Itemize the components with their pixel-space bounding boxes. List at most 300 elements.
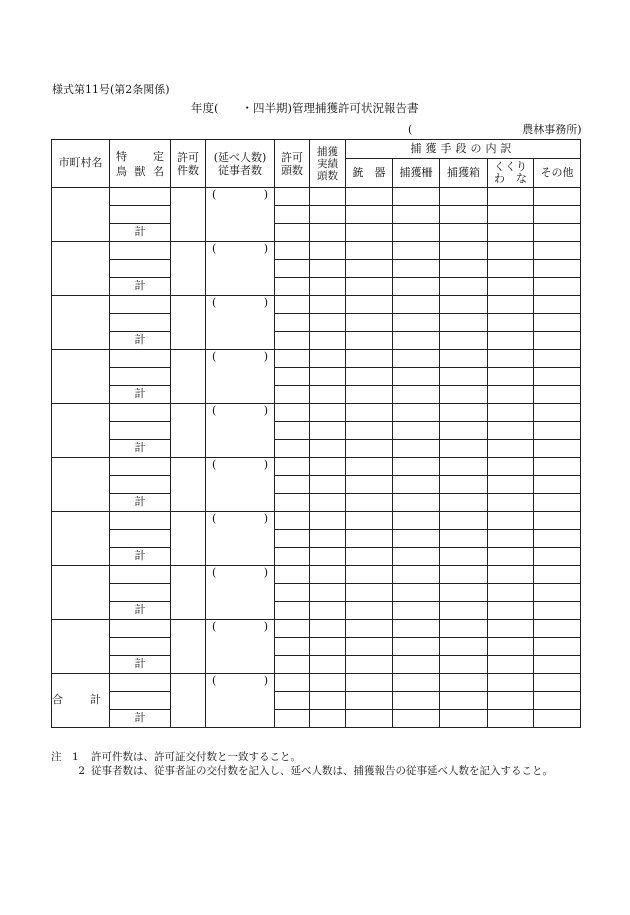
permits-cell[interactable] xyxy=(171,404,206,458)
value-cell[interactable] xyxy=(534,314,581,332)
value-cell[interactable] xyxy=(275,494,310,512)
value-cell[interactable] xyxy=(275,206,310,224)
value-cell[interactable] xyxy=(275,656,310,674)
value-cell[interactable] xyxy=(346,530,393,548)
value-cell[interactable] xyxy=(488,260,534,278)
value-cell[interactable] xyxy=(346,620,393,638)
table-row xyxy=(52,260,581,278)
value-cell[interactable] xyxy=(275,440,310,458)
value-cell[interactable] xyxy=(310,584,346,602)
workers-cell[interactable] xyxy=(206,566,275,620)
table-row xyxy=(52,476,581,494)
value-cell[interactable] xyxy=(393,188,440,206)
value-cell[interactable] xyxy=(346,710,393,728)
value-cell[interactable] xyxy=(440,710,488,728)
workers-cell[interactable] xyxy=(206,620,275,674)
workers-cell[interactable] xyxy=(206,458,275,512)
value-cell[interactable] xyxy=(488,710,534,728)
permits-cell[interactable] xyxy=(171,458,206,512)
value-cell[interactable] xyxy=(440,674,488,692)
value-cell[interactable] xyxy=(346,206,393,224)
value-cell[interactable] xyxy=(346,350,393,368)
total-label: 合 計 xyxy=(52,674,110,728)
workers-paren: ( ) xyxy=(212,188,268,201)
table-row xyxy=(52,440,581,458)
value-cell[interactable] xyxy=(310,260,346,278)
value-cell[interactable] xyxy=(440,422,488,440)
value-cell[interactable] xyxy=(346,314,393,332)
value-cell[interactable] xyxy=(488,296,534,314)
value-cell[interactable] xyxy=(310,638,346,656)
value-cell[interactable] xyxy=(275,422,310,440)
value-cell[interactable] xyxy=(440,638,488,656)
value-cell[interactable] xyxy=(440,548,488,566)
city-cell[interactable] xyxy=(52,512,110,566)
table-row xyxy=(52,278,581,296)
value-cell[interactable] xyxy=(393,692,440,710)
value-cell[interactable] xyxy=(534,368,581,386)
species-cell[interactable] xyxy=(110,350,171,368)
header-method-3: くくり わ な xyxy=(488,159,534,188)
table-row xyxy=(52,404,581,422)
species-cell[interactable] xyxy=(110,296,171,314)
value-cell[interactable] xyxy=(440,458,488,476)
species-cell[interactable] xyxy=(110,638,171,656)
value-cell[interactable] xyxy=(488,440,534,458)
value-cell[interactable] xyxy=(534,566,581,584)
value-cell[interactable] xyxy=(440,314,488,332)
value-cell[interactable] xyxy=(440,368,488,386)
value-cell[interactable] xyxy=(346,512,393,530)
notes xyxy=(51,750,586,778)
city-cell[interactable] xyxy=(52,620,110,674)
value-cell[interactable] xyxy=(488,350,534,368)
value-cell[interactable] xyxy=(346,440,393,458)
value-cell[interactable] xyxy=(534,242,581,260)
value-cell[interactable] xyxy=(488,458,534,476)
value-cell[interactable] xyxy=(440,476,488,494)
note-1: 注 1 許可件数は、許可証交付数と一致すること。 xyxy=(51,751,301,763)
species-cell[interactable] xyxy=(110,620,171,638)
value-cell[interactable] xyxy=(310,188,346,206)
value-cell[interactable] xyxy=(346,494,393,512)
species-cell[interactable] xyxy=(110,206,171,224)
value-cell[interactable] xyxy=(488,278,534,296)
value-cell[interactable] xyxy=(534,620,581,638)
city-cell[interactable] xyxy=(52,458,110,512)
value-cell[interactable] xyxy=(310,674,346,692)
value-cell[interactable] xyxy=(346,386,393,404)
value-cell[interactable] xyxy=(275,188,310,206)
value-cell[interactable] xyxy=(310,350,346,368)
value-cell[interactable] xyxy=(393,440,440,458)
value-cell[interactable] xyxy=(275,530,310,548)
value-cell[interactable] xyxy=(534,476,581,494)
value-cell[interactable] xyxy=(275,584,310,602)
header-method-0: 銃 器 xyxy=(346,159,393,188)
value-cell[interactable] xyxy=(440,512,488,530)
workers-cell[interactable] xyxy=(206,512,275,566)
value-cell[interactable] xyxy=(275,386,310,404)
value-cell[interactable] xyxy=(393,602,440,620)
workers-cell[interactable] xyxy=(206,296,275,350)
table-row xyxy=(52,638,581,656)
species-cell[interactable] xyxy=(110,512,171,530)
value-cell[interactable] xyxy=(275,476,310,494)
city-cell[interactable] xyxy=(52,566,110,620)
permits-cell[interactable] xyxy=(171,242,206,296)
city-cell[interactable] xyxy=(52,242,110,296)
value-cell[interactable] xyxy=(488,332,534,350)
value-cell[interactable] xyxy=(440,656,488,674)
value-cell[interactable] xyxy=(440,206,488,224)
permits-cell[interactable] xyxy=(171,296,206,350)
value-cell[interactable] xyxy=(393,314,440,332)
value-cell[interactable] xyxy=(275,368,310,386)
value-cell[interactable] xyxy=(393,620,440,638)
species-cell[interactable] xyxy=(110,422,171,440)
value-cell[interactable] xyxy=(534,530,581,548)
subtotal-label: 計 xyxy=(110,548,171,566)
value-cell[interactable] xyxy=(488,584,534,602)
value-cell[interactable] xyxy=(393,422,440,440)
value-cell[interactable] xyxy=(488,404,534,422)
workers-paren: ( ) xyxy=(212,512,268,525)
value-cell[interactable] xyxy=(393,458,440,476)
report-table xyxy=(51,139,581,728)
value-cell[interactable] xyxy=(310,224,346,242)
subtotal-label: 計 xyxy=(110,278,171,296)
value-cell[interactable] xyxy=(393,566,440,584)
table-row xyxy=(52,332,581,350)
value-cell[interactable] xyxy=(440,440,488,458)
value-cell[interactable] xyxy=(346,458,393,476)
value-cell[interactable] xyxy=(275,674,310,692)
value-cell[interactable] xyxy=(346,674,393,692)
value-cell[interactable] xyxy=(310,476,346,494)
value-cell[interactable] xyxy=(488,512,534,530)
value-cell[interactable] xyxy=(534,548,581,566)
value-cell[interactable] xyxy=(534,512,581,530)
value-cell[interactable] xyxy=(440,188,488,206)
value-cell[interactable] xyxy=(346,224,393,242)
header-city: 市町村名 xyxy=(52,140,110,188)
value-cell[interactable] xyxy=(275,350,310,368)
value-cell[interactable] xyxy=(488,638,534,656)
value-cell[interactable] xyxy=(534,422,581,440)
value-cell[interactable] xyxy=(393,674,440,692)
value-cell[interactable] xyxy=(393,224,440,242)
value-cell[interactable] xyxy=(346,548,393,566)
header-method-1: 捕獲柵 xyxy=(393,159,440,188)
value-cell[interactable] xyxy=(346,476,393,494)
value-cell[interactable] xyxy=(275,548,310,566)
species-cell[interactable] xyxy=(110,368,171,386)
value-cell[interactable] xyxy=(534,494,581,512)
value-cell[interactable] xyxy=(488,656,534,674)
value-cell[interactable] xyxy=(393,512,440,530)
value-cell[interactable] xyxy=(534,656,581,674)
value-cell[interactable] xyxy=(346,260,393,278)
value-cell[interactable] xyxy=(440,260,488,278)
value-cell[interactable] xyxy=(440,584,488,602)
value-cell[interactable] xyxy=(393,530,440,548)
value-cell[interactable] xyxy=(393,404,440,422)
header-workers: (延べ人数) 従事者数 xyxy=(206,140,275,188)
value-cell[interactable] xyxy=(534,206,581,224)
value-cell[interactable] xyxy=(488,494,534,512)
species-cell[interactable] xyxy=(110,242,171,260)
table-row xyxy=(52,656,581,674)
value-cell[interactable] xyxy=(275,242,310,260)
value-cell[interactable] xyxy=(310,296,346,314)
species-cell[interactable] xyxy=(110,314,171,332)
value-cell[interactable] xyxy=(393,296,440,314)
subtotal-label: 計 xyxy=(110,386,171,404)
permits-cell[interactable] xyxy=(171,188,206,242)
table-row xyxy=(52,494,581,512)
value-cell[interactable] xyxy=(488,548,534,566)
value-cell[interactable] xyxy=(440,566,488,584)
workers-cell[interactable] xyxy=(206,350,275,404)
workers-paren: ( ) xyxy=(212,620,268,633)
value-cell[interactable] xyxy=(488,566,534,584)
city-cell[interactable] xyxy=(52,296,110,350)
value-cell[interactable] xyxy=(534,458,581,476)
table-row xyxy=(52,422,581,440)
table-row xyxy=(52,620,581,638)
value-cell[interactable] xyxy=(488,620,534,638)
value-cell[interactable] xyxy=(488,368,534,386)
value-cell[interactable] xyxy=(534,584,581,602)
value-cell[interactable] xyxy=(393,584,440,602)
value-cell[interactable] xyxy=(310,422,346,440)
value-cell[interactable] xyxy=(275,566,310,584)
value-cell[interactable] xyxy=(440,296,488,314)
value-cell[interactable] xyxy=(275,314,310,332)
report-title: 年度( ・四半期)管理捕獲許可状況報告書 xyxy=(191,101,419,115)
species-cell[interactable] xyxy=(110,404,171,422)
value-cell[interactable] xyxy=(534,638,581,656)
value-cell[interactable] xyxy=(275,512,310,530)
value-cell[interactable] xyxy=(534,224,581,242)
value-cell[interactable] xyxy=(310,710,346,728)
table-row xyxy=(52,530,581,548)
value-cell[interactable] xyxy=(310,278,346,296)
species-cell[interactable] xyxy=(110,458,171,476)
value-cell[interactable] xyxy=(346,296,393,314)
value-cell[interactable] xyxy=(488,476,534,494)
value-cell[interactable] xyxy=(488,530,534,548)
value-cell[interactable] xyxy=(534,386,581,404)
workers-cell[interactable] xyxy=(206,674,275,728)
value-cell[interactable] xyxy=(310,242,346,260)
value-cell[interactable] xyxy=(488,386,534,404)
value-cell[interactable] xyxy=(534,440,581,458)
permits-cell[interactable] xyxy=(171,350,206,404)
value-cell[interactable] xyxy=(275,224,310,242)
value-cell[interactable] xyxy=(310,404,346,422)
species-cell[interactable] xyxy=(110,476,171,494)
workers-paren: ( ) xyxy=(212,350,268,363)
value-cell[interactable] xyxy=(393,494,440,512)
value-cell[interactable] xyxy=(275,710,310,728)
value-cell[interactable] xyxy=(310,548,346,566)
species-cell[interactable] xyxy=(110,530,171,548)
value-cell[interactable] xyxy=(310,566,346,584)
value-cell[interactable] xyxy=(440,278,488,296)
value-cell[interactable] xyxy=(488,422,534,440)
value-cell[interactable] xyxy=(488,224,534,242)
value-cell[interactable] xyxy=(346,404,393,422)
value-cell[interactable] xyxy=(310,368,346,386)
value-cell[interactable] xyxy=(393,386,440,404)
value-cell[interactable] xyxy=(488,242,534,260)
value-cell[interactable] xyxy=(346,188,393,206)
value-cell[interactable] xyxy=(346,584,393,602)
value-cell[interactable] xyxy=(310,656,346,674)
value-cell[interactable] xyxy=(534,278,581,296)
value-cell[interactable] xyxy=(346,656,393,674)
value-cell[interactable] xyxy=(310,512,346,530)
value-cell[interactable] xyxy=(440,692,488,710)
value-cell[interactable] xyxy=(393,638,440,656)
value-cell[interactable] xyxy=(275,602,310,620)
value-cell[interactable] xyxy=(488,206,534,224)
value-cell[interactable] xyxy=(393,260,440,278)
value-cell[interactable] xyxy=(488,674,534,692)
value-cell[interactable] xyxy=(346,332,393,350)
value-cell[interactable] xyxy=(310,440,346,458)
value-cell[interactable] xyxy=(275,692,310,710)
value-cell[interactable] xyxy=(346,692,393,710)
value-cell[interactable] xyxy=(440,620,488,638)
value-cell[interactable] xyxy=(534,260,581,278)
value-cell[interactable] xyxy=(346,638,393,656)
value-cell[interactable] xyxy=(310,692,346,710)
workers-cell[interactable] xyxy=(206,404,275,458)
value-cell[interactable] xyxy=(346,242,393,260)
species-cell[interactable] xyxy=(110,584,171,602)
table-row xyxy=(52,458,581,476)
value-cell[interactable] xyxy=(393,206,440,224)
value-cell[interactable] xyxy=(440,350,488,368)
value-cell[interactable] xyxy=(393,476,440,494)
value-cell[interactable] xyxy=(393,710,440,728)
value-cell[interactable] xyxy=(534,674,581,692)
value-cell[interactable] xyxy=(310,620,346,638)
value-cell[interactable] xyxy=(534,404,581,422)
header-method-2: 捕獲箱 xyxy=(440,159,488,188)
table-row xyxy=(52,674,581,692)
value-cell[interactable] xyxy=(275,404,310,422)
species-cell[interactable] xyxy=(110,188,171,206)
value-cell[interactable] xyxy=(310,458,346,476)
table-row xyxy=(52,224,581,242)
permits-cell[interactable] xyxy=(171,512,206,566)
permits-cell[interactable] xyxy=(171,674,206,728)
value-cell[interactable] xyxy=(275,458,310,476)
value-cell[interactable] xyxy=(393,278,440,296)
value-cell[interactable] xyxy=(310,386,346,404)
city-cell[interactable] xyxy=(52,188,110,242)
value-cell[interactable] xyxy=(393,332,440,350)
value-cell[interactable] xyxy=(534,332,581,350)
value-cell[interactable] xyxy=(310,494,346,512)
subtotal-label: 計 xyxy=(110,710,171,728)
value-cell[interactable] xyxy=(310,530,346,548)
value-cell[interactable] xyxy=(346,368,393,386)
city-cell[interactable] xyxy=(52,350,110,404)
value-cell[interactable] xyxy=(393,656,440,674)
value-cell[interactable] xyxy=(440,530,488,548)
value-cell[interactable] xyxy=(310,602,346,620)
value-cell[interactable] xyxy=(440,404,488,422)
workers-paren: ( ) xyxy=(212,674,268,687)
value-cell[interactable] xyxy=(275,278,310,296)
value-cell[interactable] xyxy=(346,278,393,296)
value-cell[interactable] xyxy=(346,566,393,584)
workers-cell[interactable] xyxy=(206,188,275,242)
value-cell[interactable] xyxy=(393,242,440,260)
species-cell[interactable] xyxy=(110,692,171,710)
species-cell[interactable] xyxy=(110,260,171,278)
value-cell[interactable] xyxy=(488,314,534,332)
value-cell[interactable] xyxy=(488,602,534,620)
value-cell[interactable] xyxy=(393,368,440,386)
workers-cell[interactable] xyxy=(206,242,275,296)
value-cell[interactable] xyxy=(440,386,488,404)
value-cell[interactable] xyxy=(346,602,393,620)
value-cell[interactable] xyxy=(534,296,581,314)
value-cell[interactable] xyxy=(488,692,534,710)
value-cell[interactable] xyxy=(440,602,488,620)
value-cell[interactable] xyxy=(534,602,581,620)
city-cell[interactable] xyxy=(52,404,110,458)
table-row xyxy=(52,512,581,530)
species-cell[interactable] xyxy=(110,674,171,692)
value-cell[interactable] xyxy=(346,422,393,440)
workers-paren: ( ) xyxy=(212,296,268,309)
value-cell[interactable] xyxy=(310,314,346,332)
species-cell[interactable] xyxy=(110,566,171,584)
value-cell[interactable] xyxy=(275,296,310,314)
value-cell[interactable] xyxy=(393,548,440,566)
value-cell[interactable] xyxy=(534,692,581,710)
value-cell[interactable] xyxy=(275,620,310,638)
form-number: 様式第11号(第2条関係) xyxy=(52,83,170,96)
value-cell[interactable] xyxy=(488,188,534,206)
value-cell[interactable] xyxy=(275,638,310,656)
value-cell[interactable] xyxy=(534,188,581,206)
value-cell[interactable] xyxy=(440,242,488,260)
value-cell[interactable] xyxy=(440,494,488,512)
value-cell[interactable] xyxy=(534,350,581,368)
value-cell[interactable] xyxy=(310,206,346,224)
value-cell[interactable] xyxy=(275,260,310,278)
subtotal-label: 計 xyxy=(110,602,171,620)
value-cell[interactable] xyxy=(310,332,346,350)
table-row xyxy=(52,350,581,368)
value-cell[interactable] xyxy=(393,350,440,368)
permits-cell[interactable] xyxy=(171,566,206,620)
value-cell[interactable] xyxy=(534,710,581,728)
workers-paren: ( ) xyxy=(212,566,268,579)
permits-cell[interactable] xyxy=(171,620,206,674)
value-cell[interactable] xyxy=(275,332,310,350)
value-cell[interactable] xyxy=(440,332,488,350)
value-cell[interactable] xyxy=(440,224,488,242)
